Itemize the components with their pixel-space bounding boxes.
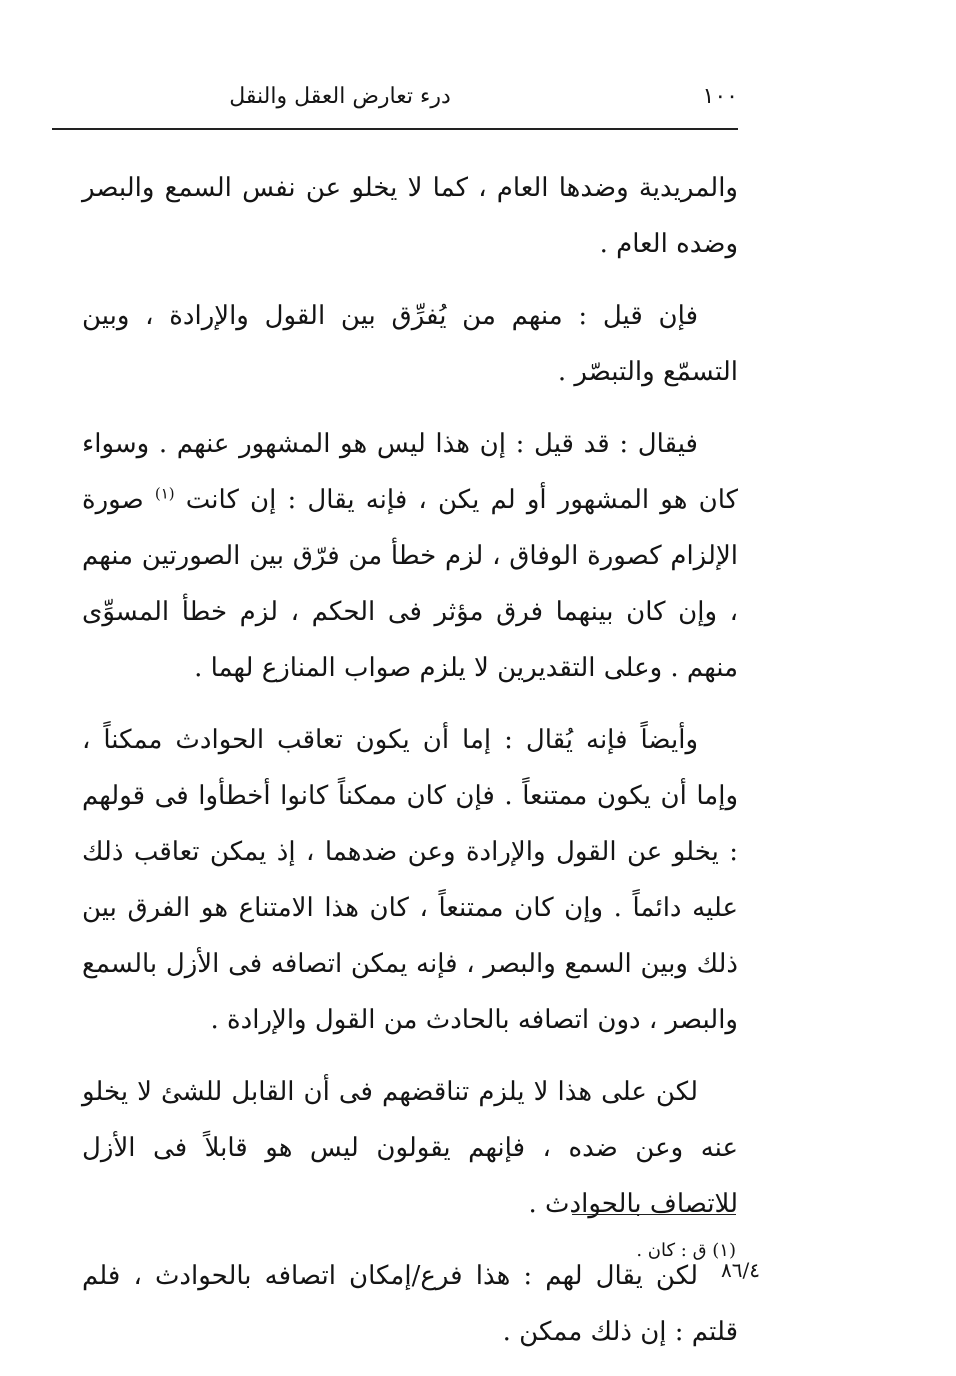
running-title: درء تعارض العقل والنقل	[229, 84, 451, 109]
footnote: (١) ق : كان .	[636, 1240, 736, 1261]
page-header	[82, 78, 738, 122]
header-rule	[52, 128, 738, 130]
paragraph-6-text: لكن يقال لهم : هذا فرع/إمكان اتصافه بالحوادث ، فلم قلتم : إن ذلك ممكن .	[82, 1261, 738, 1347]
paragraph-4: وأيضاً فإنه يُقال : إما أن يكون تعاقب الحوادث ممكناً ، وإما أن يكون ممتنعاً . فإن كان ممكناً كانوا أخطأوا فى قولهم : يخلو عن القول والإرادة وعن ضدهما ، إذ يمكن تعاقب ذلك عليه دائماً . وإن كان ممتنعاً ، كان هذا الامتناع هو الفرق بين ذلك وبين السمع والبصر ، فإنه يمكن اتصافه فى الأزل بالسمع والبصر ، دون اتصافه بالحادث من القول والإرادة .	[82, 725, 738, 1035]
footnote-rule	[572, 1214, 736, 1215]
footnote-reference: (١)	[154, 484, 175, 503]
page-number: ١٠٠	[702, 84, 738, 109]
paragraph-1: والمريدية وضدها العام ، كما لا يخلو عن نفس السمع والبصر وضده العام .	[82, 173, 738, 259]
body-text	[82, 160, 760, 1376]
paragraph-2: فإن قيل : منهم من يُفرِّق بين القول والإرادة ، وبين التسمّع والتبصّر .	[82, 301, 738, 387]
paragraph-3-text-a: فيقال : قد قيل : إن هذا ليس هو المشهور عنهم . وسواء كان هو المشهور أو لم يكن ، فإنه يقال : إن كانت	[82, 429, 738, 515]
margin-note: ٨٦/٤	[721, 1258, 760, 1282]
paragraph-3	[82, 416, 738, 696]
paragraph-5: لكن على هذا لا يلزم تناقضهم فى أن القابل للشئ لا يخلو عنه وعن ضده ، فإنهم يقولون ليس هو قابلاً فى الأزل للاتصاف بالحوادث .	[82, 1077, 738, 1219]
paragraph-3-text-b: صورة الإلزام كصورة الوفاق ، لزم خطأ من فرّق بين الصورتين منهم ، وإن كان بينهما فرق مؤثر فى الحكم ، لزم خطأ المسوِّى منهم . وعلى التقديرين لا يلزم صواب المنازع لهما .	[82, 485, 738, 683]
